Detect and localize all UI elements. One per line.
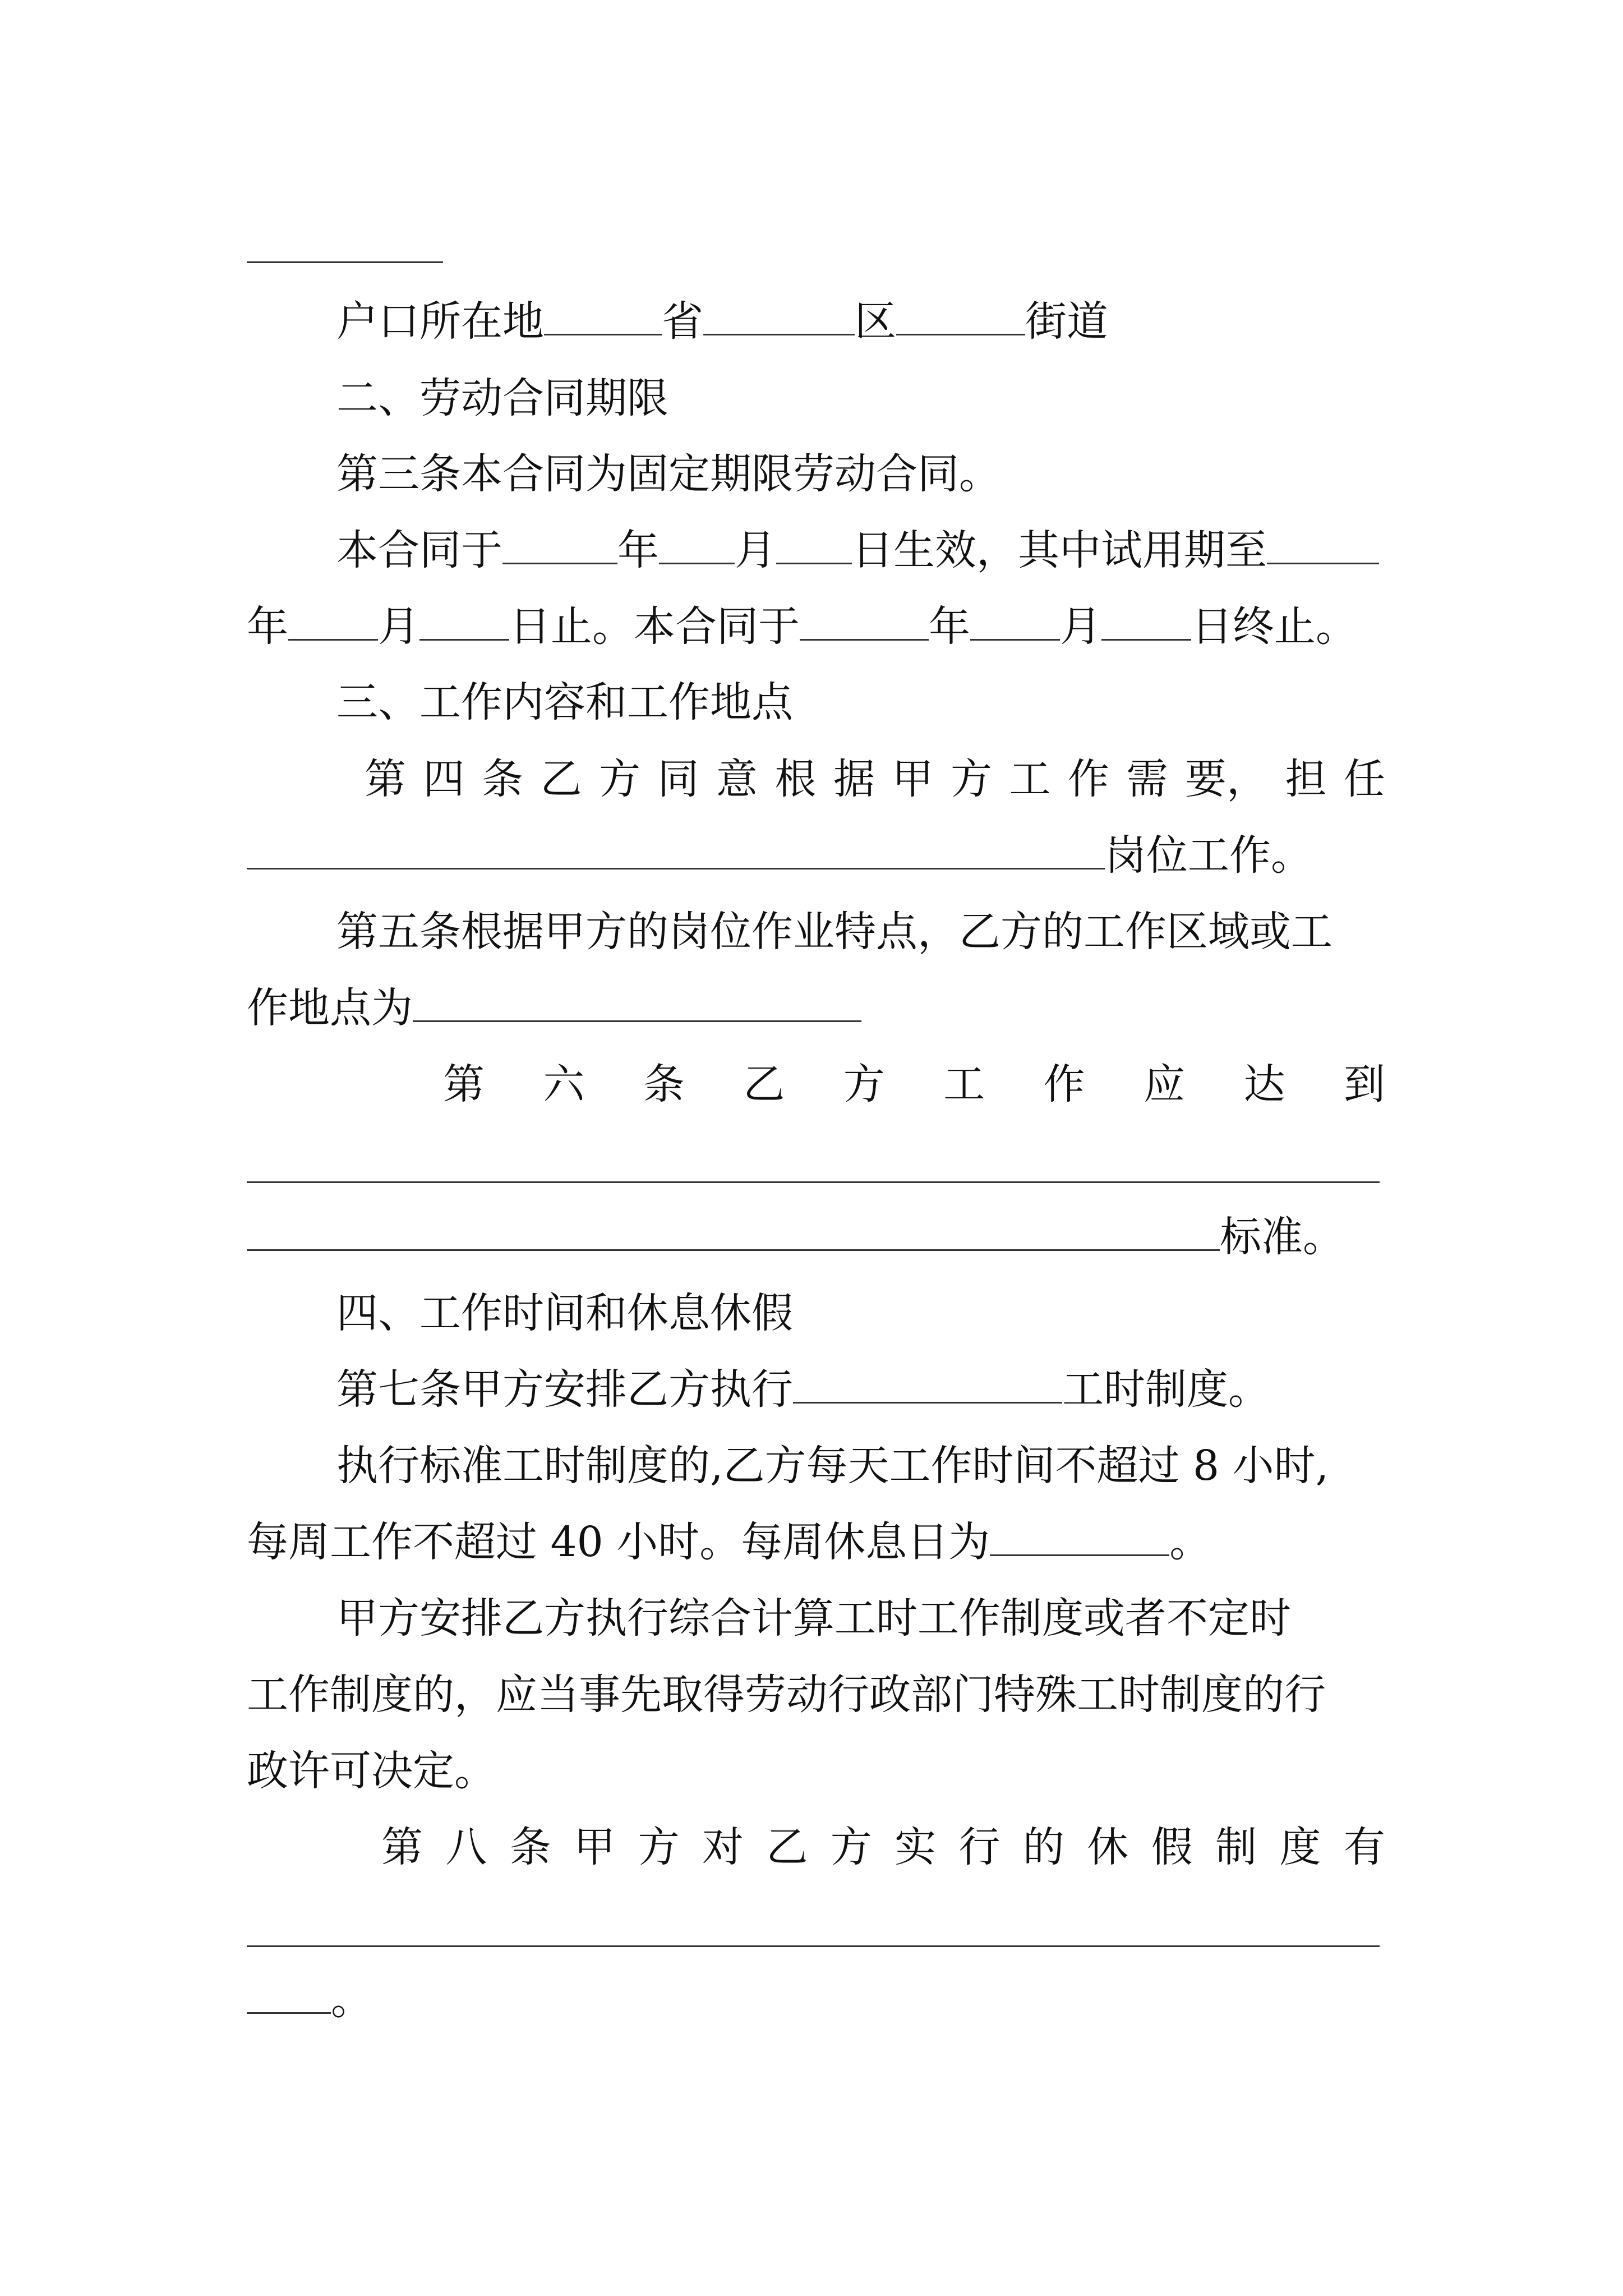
end-day-label: 日终止。 (1191, 602, 1357, 651)
comprehensive-line-2: 工作制度的，应当事先取得劳动行政部门特殊工时制度的行 (247, 1671, 1326, 1719)
article-5-line-2 (247, 983, 1385, 1033)
art8-char: 乙 (766, 1823, 808, 1871)
art8-char: 假 (1151, 1823, 1193, 1871)
art8-char: 第 (381, 1823, 423, 1871)
standard-hours-text-c: 。 (1169, 1518, 1211, 1566)
art6-char: 到 (1343, 1060, 1385, 1108)
work-standard-field-2[interactable] (247, 1212, 1220, 1251)
art4-char: 根 (774, 755, 817, 803)
art4-char: 同 (657, 755, 699, 803)
effective-line-2 (247, 601, 1385, 652)
eff-month-label: 月 (735, 526, 776, 574)
probation-month-label: 月 (378, 602, 419, 651)
article-5-line-1: 第五条根据甲方的岗位作业特点，乙方的工作区域或工 (336, 908, 1332, 956)
article-6-line-1 (443, 1059, 1385, 1110)
article-7 (336, 1364, 1385, 1415)
probation-day-label: 日止。本合同于 (509, 602, 800, 651)
art8-char: 的 (1022, 1823, 1064, 1871)
art6-char: 第 (443, 1060, 485, 1108)
art4-char: 意 (716, 755, 758, 803)
art4-char: 乙 (540, 755, 582, 803)
street-label: 街道 (1025, 297, 1108, 346)
art8-char: 方 (638, 1823, 680, 1871)
top-blank-line (247, 261, 443, 263)
art6-char: 条 (643, 1060, 685, 1108)
art6-char: 六 (543, 1060, 585, 1108)
end-year-field[interactable] (800, 602, 929, 641)
hukou-label: 户口所在地 (336, 297, 544, 346)
hukou-line (336, 296, 1385, 347)
art8-char: 实 (895, 1823, 937, 1871)
art8-char: 方 (830, 1823, 872, 1871)
art6-char: 方 (843, 1060, 885, 1108)
art4-char: 担 (1285, 755, 1327, 803)
art4-char: 工 (1009, 755, 1051, 803)
probation-year-label: 年 (247, 602, 288, 651)
section-heading-2: 二、劳动合同期限 (336, 374, 668, 422)
work-standard-field-1[interactable] (247, 1181, 1380, 1183)
art6-char: 工 (943, 1060, 985, 1108)
probation-year-field[interactable] (1267, 526, 1379, 564)
art4-char: 作 (1068, 755, 1109, 803)
article-4-tail: 岗位工作。 (1105, 831, 1312, 880)
art4-char: 要， (1185, 755, 1268, 803)
art8-char: 条 (509, 1823, 551, 1871)
work-hour-system-field[interactable] (793, 1365, 1062, 1404)
eff-year-label: 年 (617, 526, 659, 574)
section-heading-3: 三、工作内容和工作地点 (336, 678, 793, 726)
art8-char: 度 (1279, 1823, 1321, 1871)
leave-system-field-2[interactable] (247, 1975, 331, 2014)
end-year-label: 年 (929, 602, 970, 651)
probation-day-field[interactable] (419, 602, 509, 641)
end-month-label: 月 (1060, 602, 1101, 651)
art8-char: 行 (958, 1823, 1000, 1871)
article-8-tail: 。 (331, 1976, 372, 2024)
standard-hours-text-b: 每周工作不超过 40 小时。每周休息日为 (247, 1518, 990, 1566)
start-day-field[interactable] (776, 526, 852, 564)
art8-char: 甲 (574, 1823, 616, 1871)
art4-char: 方 (599, 755, 640, 803)
article-7-text-b: 工时制度。 (1062, 1365, 1270, 1414)
end-month-field[interactable] (970, 602, 1060, 641)
probation-month-field[interactable] (288, 602, 378, 641)
article-4-chars (365, 754, 1385, 804)
art8-char: 有 (1343, 1823, 1385, 1871)
start-year-field[interactable] (502, 526, 617, 564)
article-6-line-3 (247, 1212, 1385, 1262)
leave-system-field-1[interactable] (247, 1945, 1380, 1947)
art8-char: 对 (702, 1823, 744, 1871)
art4-char: 四 (423, 755, 465, 803)
art4-char: 需 (1126, 755, 1168, 803)
art4-char: 任 (1344, 755, 1385, 803)
article-8-line-1 (381, 1822, 1385, 1872)
article-4-line-2 (247, 830, 1385, 881)
start-month-field[interactable] (659, 526, 735, 564)
art6-char: 达 (1243, 1060, 1285, 1108)
art6-char: 应 (1144, 1060, 1186, 1108)
position-field[interactable] (247, 831, 1105, 869)
section-heading-4: 四、工作时间和休息休假 (336, 1289, 793, 1337)
district-field[interactable] (703, 297, 855, 335)
article-8-line-3 (247, 1975, 1385, 2025)
art8-char: 八 (445, 1823, 487, 1871)
comprehensive-line-1: 甲方安排乙方执行综合计算工时工作制度或者不定时 (336, 1594, 1291, 1642)
comprehensive-line-3: 政许可决定。 (247, 1747, 496, 1795)
art4-char: 据 (833, 755, 875, 803)
eff-text-a: 本合同于 (336, 526, 502, 574)
article-6-tail: 标准。 (1220, 1213, 1344, 1261)
province-label: 省 (662, 297, 703, 346)
art4-char: 甲 (892, 755, 934, 803)
article-3: 第三条本合同为固定期限劳动合同。 (336, 450, 1000, 498)
street-field[interactable] (896, 297, 1025, 335)
article-8-chars (381, 1822, 1385, 1872)
standard-hours-line-1: 执行标准工时制度的,乙方每天工作时间不超过 8 小时, (336, 1442, 1329, 1490)
article-5-text-b: 作地点为 (247, 984, 413, 1032)
district-label: 区 (855, 297, 896, 346)
effective-line-1 (336, 525, 1385, 576)
rest-day-field[interactable] (990, 1517, 1169, 1556)
art4-char: 条 (482, 755, 523, 803)
art6-char: 作 (1043, 1060, 1085, 1108)
end-day-field[interactable] (1101, 602, 1191, 641)
art8-char: 制 (1215, 1823, 1257, 1871)
art8-char: 休 (1087, 1823, 1129, 1871)
article-7-text-a: 第七条甲方安排乙方执行 (336, 1365, 793, 1414)
art4-char: 第 (365, 755, 406, 803)
work-location-field[interactable] (413, 983, 861, 1022)
standard-hours-line-2 (247, 1517, 1385, 1567)
art6-char: 乙 (743, 1060, 785, 1108)
eff-day-label: 日生效，其中试用期至 (852, 526, 1267, 574)
province-field[interactable] (544, 297, 662, 335)
art4-char: 方 (951, 755, 992, 803)
article-4-line-1 (365, 754, 1385, 804)
article-6-chars (443, 1059, 1385, 1110)
